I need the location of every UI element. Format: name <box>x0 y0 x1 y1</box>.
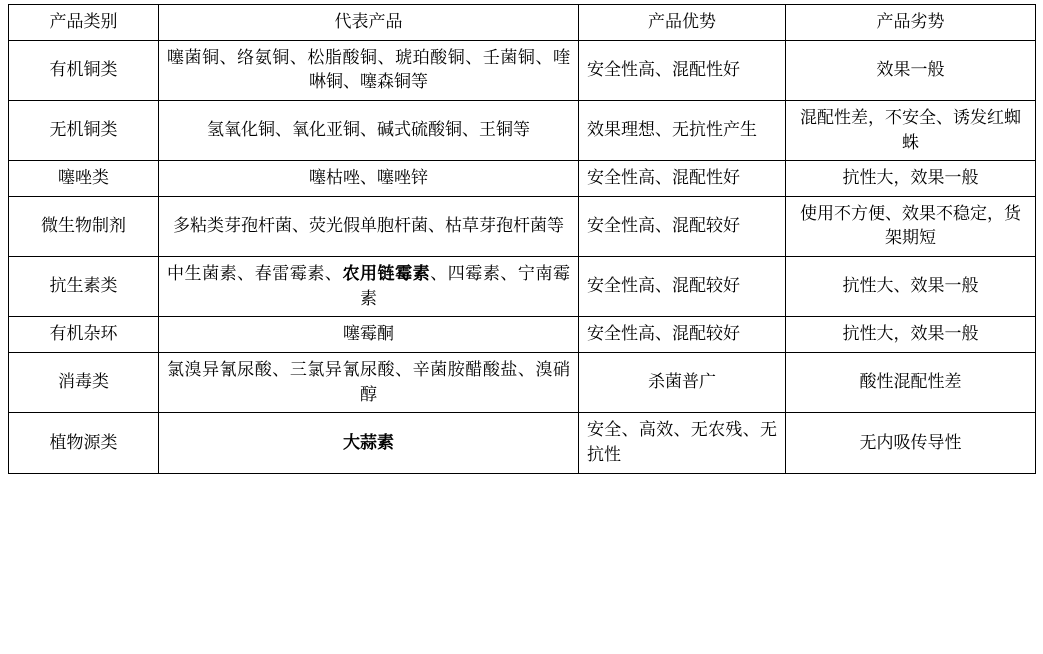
cell-representative: 噻霉酮 <box>159 317 579 353</box>
column-header-representative: 代表产品 <box>159 5 579 41</box>
table-row <box>9 413 1036 473</box>
cell-category: 有机杂环 <box>9 317 159 353</box>
cell-advantage: 安全性高、混配较好 <box>579 196 786 256</box>
cell-representative: 氢氧化铜、氧化亚铜、碱式硫酸铜、王铜等 <box>159 100 579 160</box>
cell-disadvantage: 混配性差，不安全、诱发红蜘蛛 <box>786 100 1036 160</box>
cell-disadvantage: 效果一般 <box>786 40 1036 100</box>
table-row <box>9 161 1036 197</box>
cell-category: 抗生素类 <box>9 257 159 317</box>
cell-representative: 噻枯唑、噻唑锌 <box>159 161 579 197</box>
column-header-category: 产品类别 <box>9 5 159 41</box>
cell-disadvantage: 酸性混配性差 <box>786 353 1036 413</box>
cell-representative: 噻菌铜、络氨铜、松脂酸铜、琥珀酸铜、壬菌铜、喹啉铜、噻森铜等 <box>159 40 579 100</box>
cell-category: 噻唑类 <box>9 161 159 197</box>
cell-advantage: 安全性高、混配性好 <box>579 161 786 197</box>
cell-representative: 氯溴异氰尿酸、三氯异氰尿酸、辛菌胺醋酸盐、溴硝醇 <box>159 353 579 413</box>
header-row <box>9 5 1036 41</box>
cell-representative: 大蒜素 <box>159 413 579 473</box>
cell-advantage: 安全性高、混配较好 <box>579 317 786 353</box>
table-body <box>9 40 1036 473</box>
cell-advantage: 安全、高效、无农残、无抗性 <box>579 413 786 473</box>
column-header-disadvantage: 产品劣势 <box>786 5 1036 41</box>
cell-disadvantage: 抗性大，效果一般 <box>786 161 1036 197</box>
cell-advantage: 安全性高、混配性好 <box>579 40 786 100</box>
cell-category: 无机铜类 <box>9 100 159 160</box>
cell-disadvantage: 无内吸传导性 <box>786 413 1036 473</box>
cell-advantage: 安全性高、混配较好 <box>579 257 786 317</box>
cell-disadvantage: 抗性大、效果一般 <box>786 257 1036 317</box>
cell-representative: 多粘类芽孢杆菌、荧光假单胞杆菌、枯草芽孢杆菌等 <box>159 196 579 256</box>
table-row <box>9 100 1036 160</box>
cell-disadvantage: 使用不方便、效果不稳定，货架期短 <box>786 196 1036 256</box>
table-row <box>9 40 1036 100</box>
cell-category: 消毒类 <box>9 353 159 413</box>
table-row <box>9 196 1036 256</box>
cell-advantage: 效果理想、无抗性产生 <box>579 100 786 160</box>
product-comparison-table <box>8 4 1036 474</box>
cell-category: 植物源类 <box>9 413 159 473</box>
table-header <box>9 5 1036 41</box>
cell-category: 微生物制剂 <box>9 196 159 256</box>
cell-representative: 中生菌素、春雷霉素、农用链霉素、四霉素、宁南霉素 <box>159 257 579 317</box>
table-row <box>9 353 1036 413</box>
cell-advantage: 杀菌普广 <box>579 353 786 413</box>
table-row <box>9 257 1036 317</box>
table-row <box>9 317 1036 353</box>
cell-category: 有机铜类 <box>9 40 159 100</box>
cell-disadvantage: 抗性大，效果一般 <box>786 317 1036 353</box>
column-header-advantage: 产品优势 <box>579 5 786 41</box>
